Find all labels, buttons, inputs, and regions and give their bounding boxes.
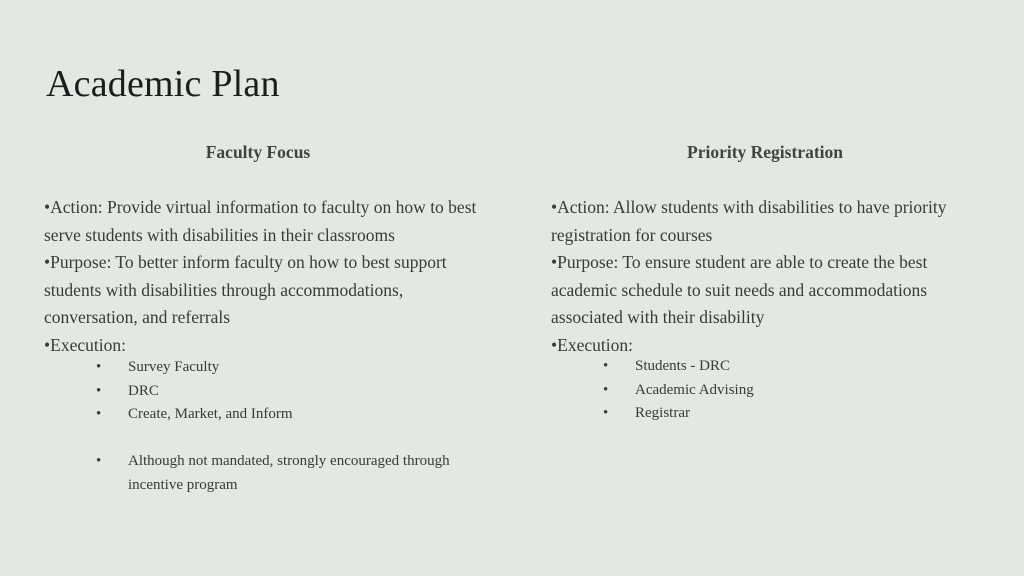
faculty-focus-column	[44, 142, 484, 497]
faculty-execution-label: •Execution:	[44, 334, 126, 355]
slide-title: Academic Plan	[46, 63, 280, 105]
bullet-icon: •	[96, 406, 102, 422]
bullet-icon: •	[96, 359, 102, 375]
faculty-focus-heading: Faculty Focus	[205, 142, 311, 162]
list-item: • DRC	[96, 380, 484, 404]
registration-action-text: •Action: Allow students with disabilities to have priority registration for courses	[551, 197, 947, 245]
list-item: • Survey Faculty	[96, 356, 484, 380]
bullet-icon: •	[96, 453, 102, 469]
bullet-icon: •	[603, 358, 609, 374]
list-item: • Although not mandated, strongly encouraged through incentive program	[96, 450, 484, 497]
registration-execution-label: •Execution:	[551, 334, 633, 355]
bullet-icon: •	[603, 405, 609, 421]
faculty-execution-list	[44, 356, 484, 497]
priority-registration-heading: Priority Registration	[687, 142, 843, 162]
faculty-focus-bullets	[44, 194, 484, 359]
priority-registration-column	[551, 142, 991, 426]
bullet-icon: •	[96, 382, 102, 399]
faculty-action-text: •Action: Provide virtual information to faculty on how to best serve students with disabilities in their classrooms	[44, 197, 477, 245]
faculty-purpose-text: •Purpose: To better inform faculty on how to best support students with disabilities through accommodations, conversation, and referrals	[44, 252, 447, 327]
registration-execution-list	[551, 355, 991, 426]
list-item: • Students - DRC	[603, 355, 991, 379]
registration-purpose-text: •Purpose: To ensure student are able to create the best academic schedule to suit needs and accommodations associated with their disability	[551, 252, 928, 327]
bullet-icon: •	[603, 381, 609, 398]
list-item: • Registrar	[603, 402, 991, 426]
list-item: • Create, Market, and Inform	[96, 403, 484, 427]
priority-registration-bullets	[551, 194, 991, 359]
list-item: • Academic Advising	[603, 379, 991, 403]
